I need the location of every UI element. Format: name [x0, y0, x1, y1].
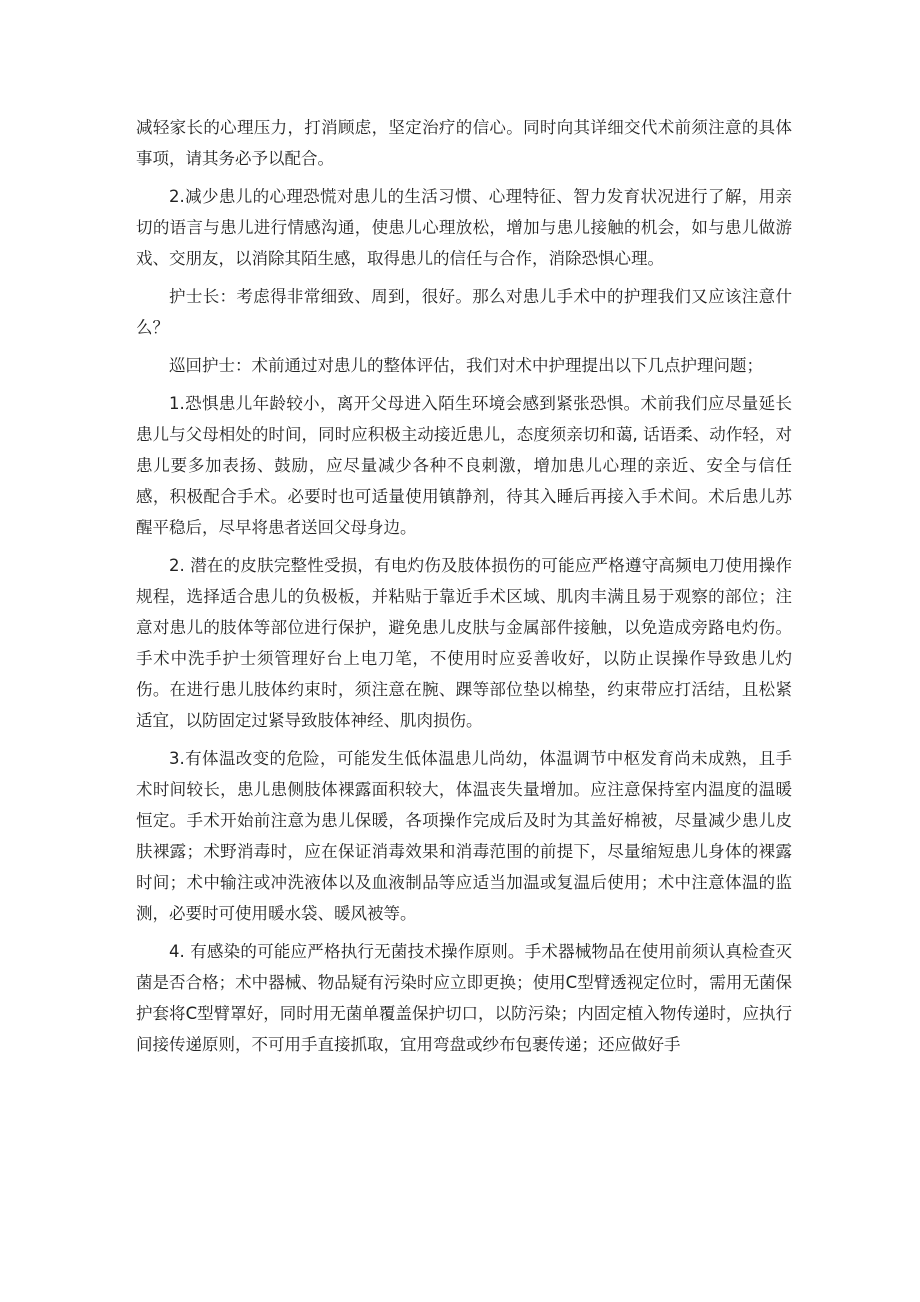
paragraph-head-nurse-question: 护士长：考虑得非常细致、周到，很好。那么对患儿手术中的护理我们又应该注意什么？ — [136, 287, 792, 337]
paragraph-item-infection: 4. 有感染的可能应严格执行无菌技术操作原则。手术器械物品在使用前须认真检查灭菌是否合格；术中器械、物品疑有污染时应立即更换；使用C型臂透视定位时，需用无菌保护套将C型臂罩好，同时用无菌单覆盖保护切口，以防污染；内固定植入物传递时，应执行间接传递原则，不可用手直接抓取，宜用弯盘或纱布包裹传递；还应做好手 — [136, 942, 792, 1054]
document-body — [136, 112, 792, 1067]
paragraph-item-skin-integrity: 2. 潜在的皮肤完整性受损，有电灼伤及肢体损伤的可能应严格遵守高频电刀使用操作规程，选择适合患儿的负极板，并粘贴于靠近手术区域、肌肉丰满且易于观察的部位；注意对患儿的肢体等部位进行保护，避免患儿皮肤与金属部件接触，以免造成旁路电灼伤。手术中洗手护士须管理好台上电刀笔，不使用时应妥善收好，以防止误操作导致患儿灼伤。在进行患儿肢体约束时，须注意在腕、踝等部位垫以棉垫，约束带应打活结，且松紧适宜，以防固定过紧导致肢体神经、肌肉损伤。 — [136, 556, 792, 730]
paragraph-item-body-temperature: 3.有体温改变的危险，可能发生低体温患儿尚幼，体温调节中枢发育尚未成熟，且手术时间较长，患儿患侧肢体裸露面积较大，体温丧失量增加。应注意保持室内温度的温暖恒定。手术开始前注意为患儿保暖，各项操作完成后及时为其盖好棉被，尽量减少患儿皮肤裸露；术野消毒时，应在保证消毒效果和消毒范围的前提下，尽量缩短患儿身体的裸露时间；术中输注或冲洗液体以及血液制品等应适当加温或复温后使用；术中注意体温的监测，必要时可使用暖水袋、暖风被等。 — [136, 749, 792, 923]
paragraph-circulating-nurse-intro: 巡回护士：术前通过对患儿的整体评估，我们对术中护理提出以下几点护理问题； — [169, 356, 763, 375]
paragraph-continued: 减轻家长的心理压力，打消顾虑，坚定治疗的信心。同时向其详细交代术前须注意的具体事项，请其务必予以配合。 — [136, 118, 792, 168]
paragraph-reduce-fear: 2.减少患儿的心理恐慌对患儿的生活习惯、心理特征、智力发育状况进行了解，用亲切的语言与患儿进行情感沟通，使患儿心理放松，增加与患儿接触的机会，如与患儿做游戏、交朋友，以消除其陌生感，取得患儿的信任与合作，消除恐惧心理。 — [136, 187, 792, 268]
paragraph-item-fear: 1.恐惧患儿年龄较小，离开父母进入陌生环境会感到紧张恐惧。术前我们应尽量延长患儿与父母相处的时间，同时应积极主动接近患儿，态度须亲切和蔼, 话语柔、动作轻，对患儿要多加表扬、鼓励，应尽量减少各种不良刺激，增加患儿心理的亲近、安全与信任感，积极配合手术。必要时也可适量使用镇静剂，待其入睡后再接入手术间。术后患儿苏醒平稳后，尽早将患者送回父母身边。 — [136, 394, 792, 537]
